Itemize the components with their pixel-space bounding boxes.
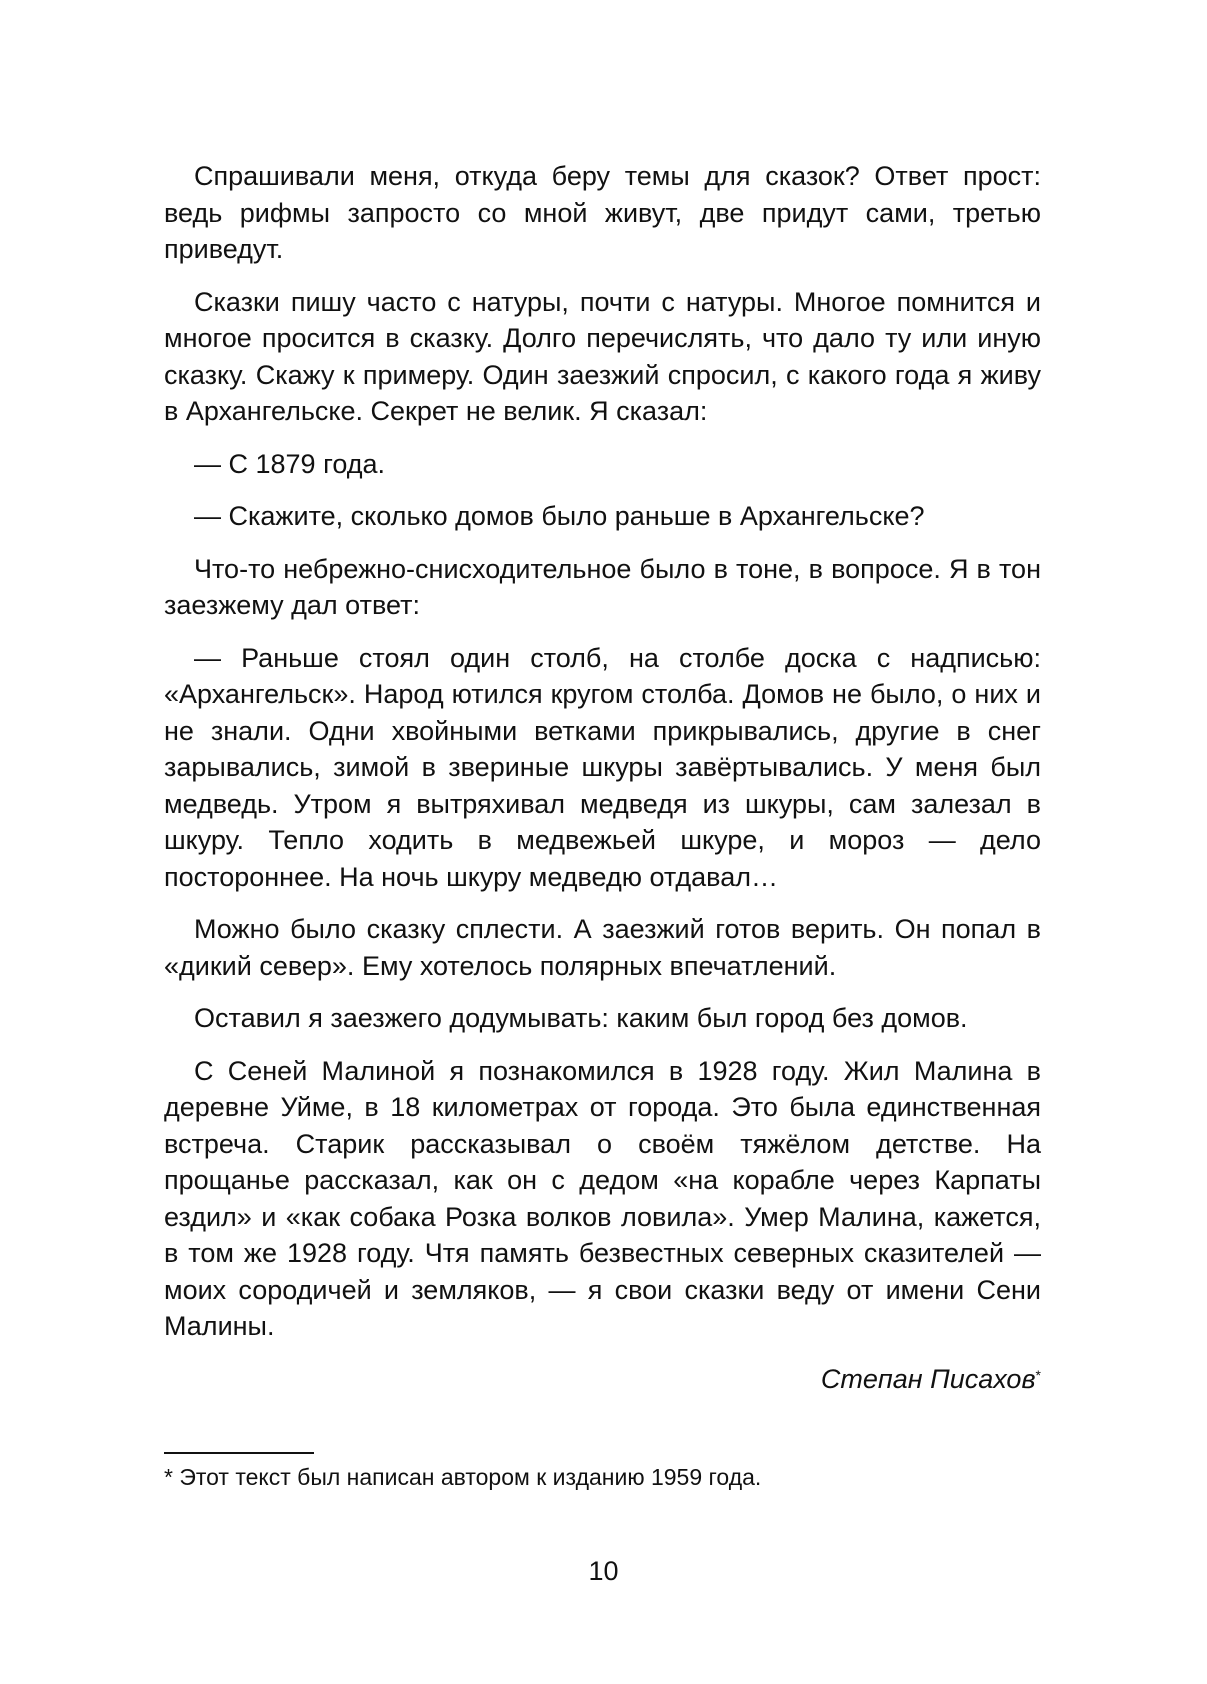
author-name: Степан Писахов	[820, 1363, 1036, 1394]
paragraph-3: Что-то небрежно-снисходительное было в тоне, в вопросе. Я в тон заезжему дал ответ:	[164, 553, 1041, 620]
dialogue-line-1: — С 1879 года.	[194, 448, 386, 479]
dialogue-line-2: — Скажите, сколько домов было раньше в Архангельске?	[194, 501, 925, 531]
paragraph-2: Сказки пишу часто с натуры, почти с натуры. Многое помнится и многое просится в сказку. Долго перечислять, что дало ту или иную сказку. Скажу к примеру. Один заезжий спросил, с какого года я живу в Архангельске. Секрет не велик. Я сказал:	[164, 286, 1041, 426]
paragraph-6: С Сеней Малиной я познакомился в 1928 году. Жил Малина в деревне Уйме, в 18 километрах от города. Это была единственная встреча. Старик рассказывал о своём тяжёлом детстве. На прощанье рассказал, как он с дедом «на корабле через Карпаты ездил» и «как собака Розка волков ловила». Умер Малина, кажется, в том же 1928 году. Чтя память безвестных северных сказителей — моих сородичей и земляков, — я свои сказки веду от имени Сени Малины.	[164, 1055, 1041, 1341]
page-number: 10	[588, 1556, 619, 1586]
paragraph-1: Спрашивали меня, откуда беру темы для сказок? Ответ прост: ведь рифмы запросто со мной живут, две придут сами, третью приведут.	[164, 161, 1041, 264]
dialogue-line-3: — Раньше стоял один столб, на столбе доска с надписью: «Архангельск». Народ ютился кругом столба. Домов не было, о них и не знали. Одни хвойными ветками прикрывались, другие в снег зарывались, зимой в звериные шкуры завёртывались. У меня был медведь. Утром я вытряхивал медведя из шкуры, сам залезал в шкуру. Тепло ходить в медвежьей шкуре, и мороз — дело постороннее. На ночь шкуру медведю отдавал…	[164, 642, 1041, 892]
footnote-divider	[164, 1452, 314, 1454]
paragraph-4: Можно было сказку сплести. А заезжий готов верить. Он попал в «дикий север». Ему хотелось полярных впечатлений.	[164, 914, 1041, 981]
main-text	[164, 158, 1041, 1397]
author-signature	[164, 1361, 1041, 1397]
footnote: * Этот текст был написан автором к изданию 1959 года.	[164, 1464, 762, 1490]
paragraph-5: Оставил я заезжего додумывать: каким был город без домов.	[194, 1003, 968, 1033]
footnote-marker: *	[1035, 1366, 1041, 1383]
